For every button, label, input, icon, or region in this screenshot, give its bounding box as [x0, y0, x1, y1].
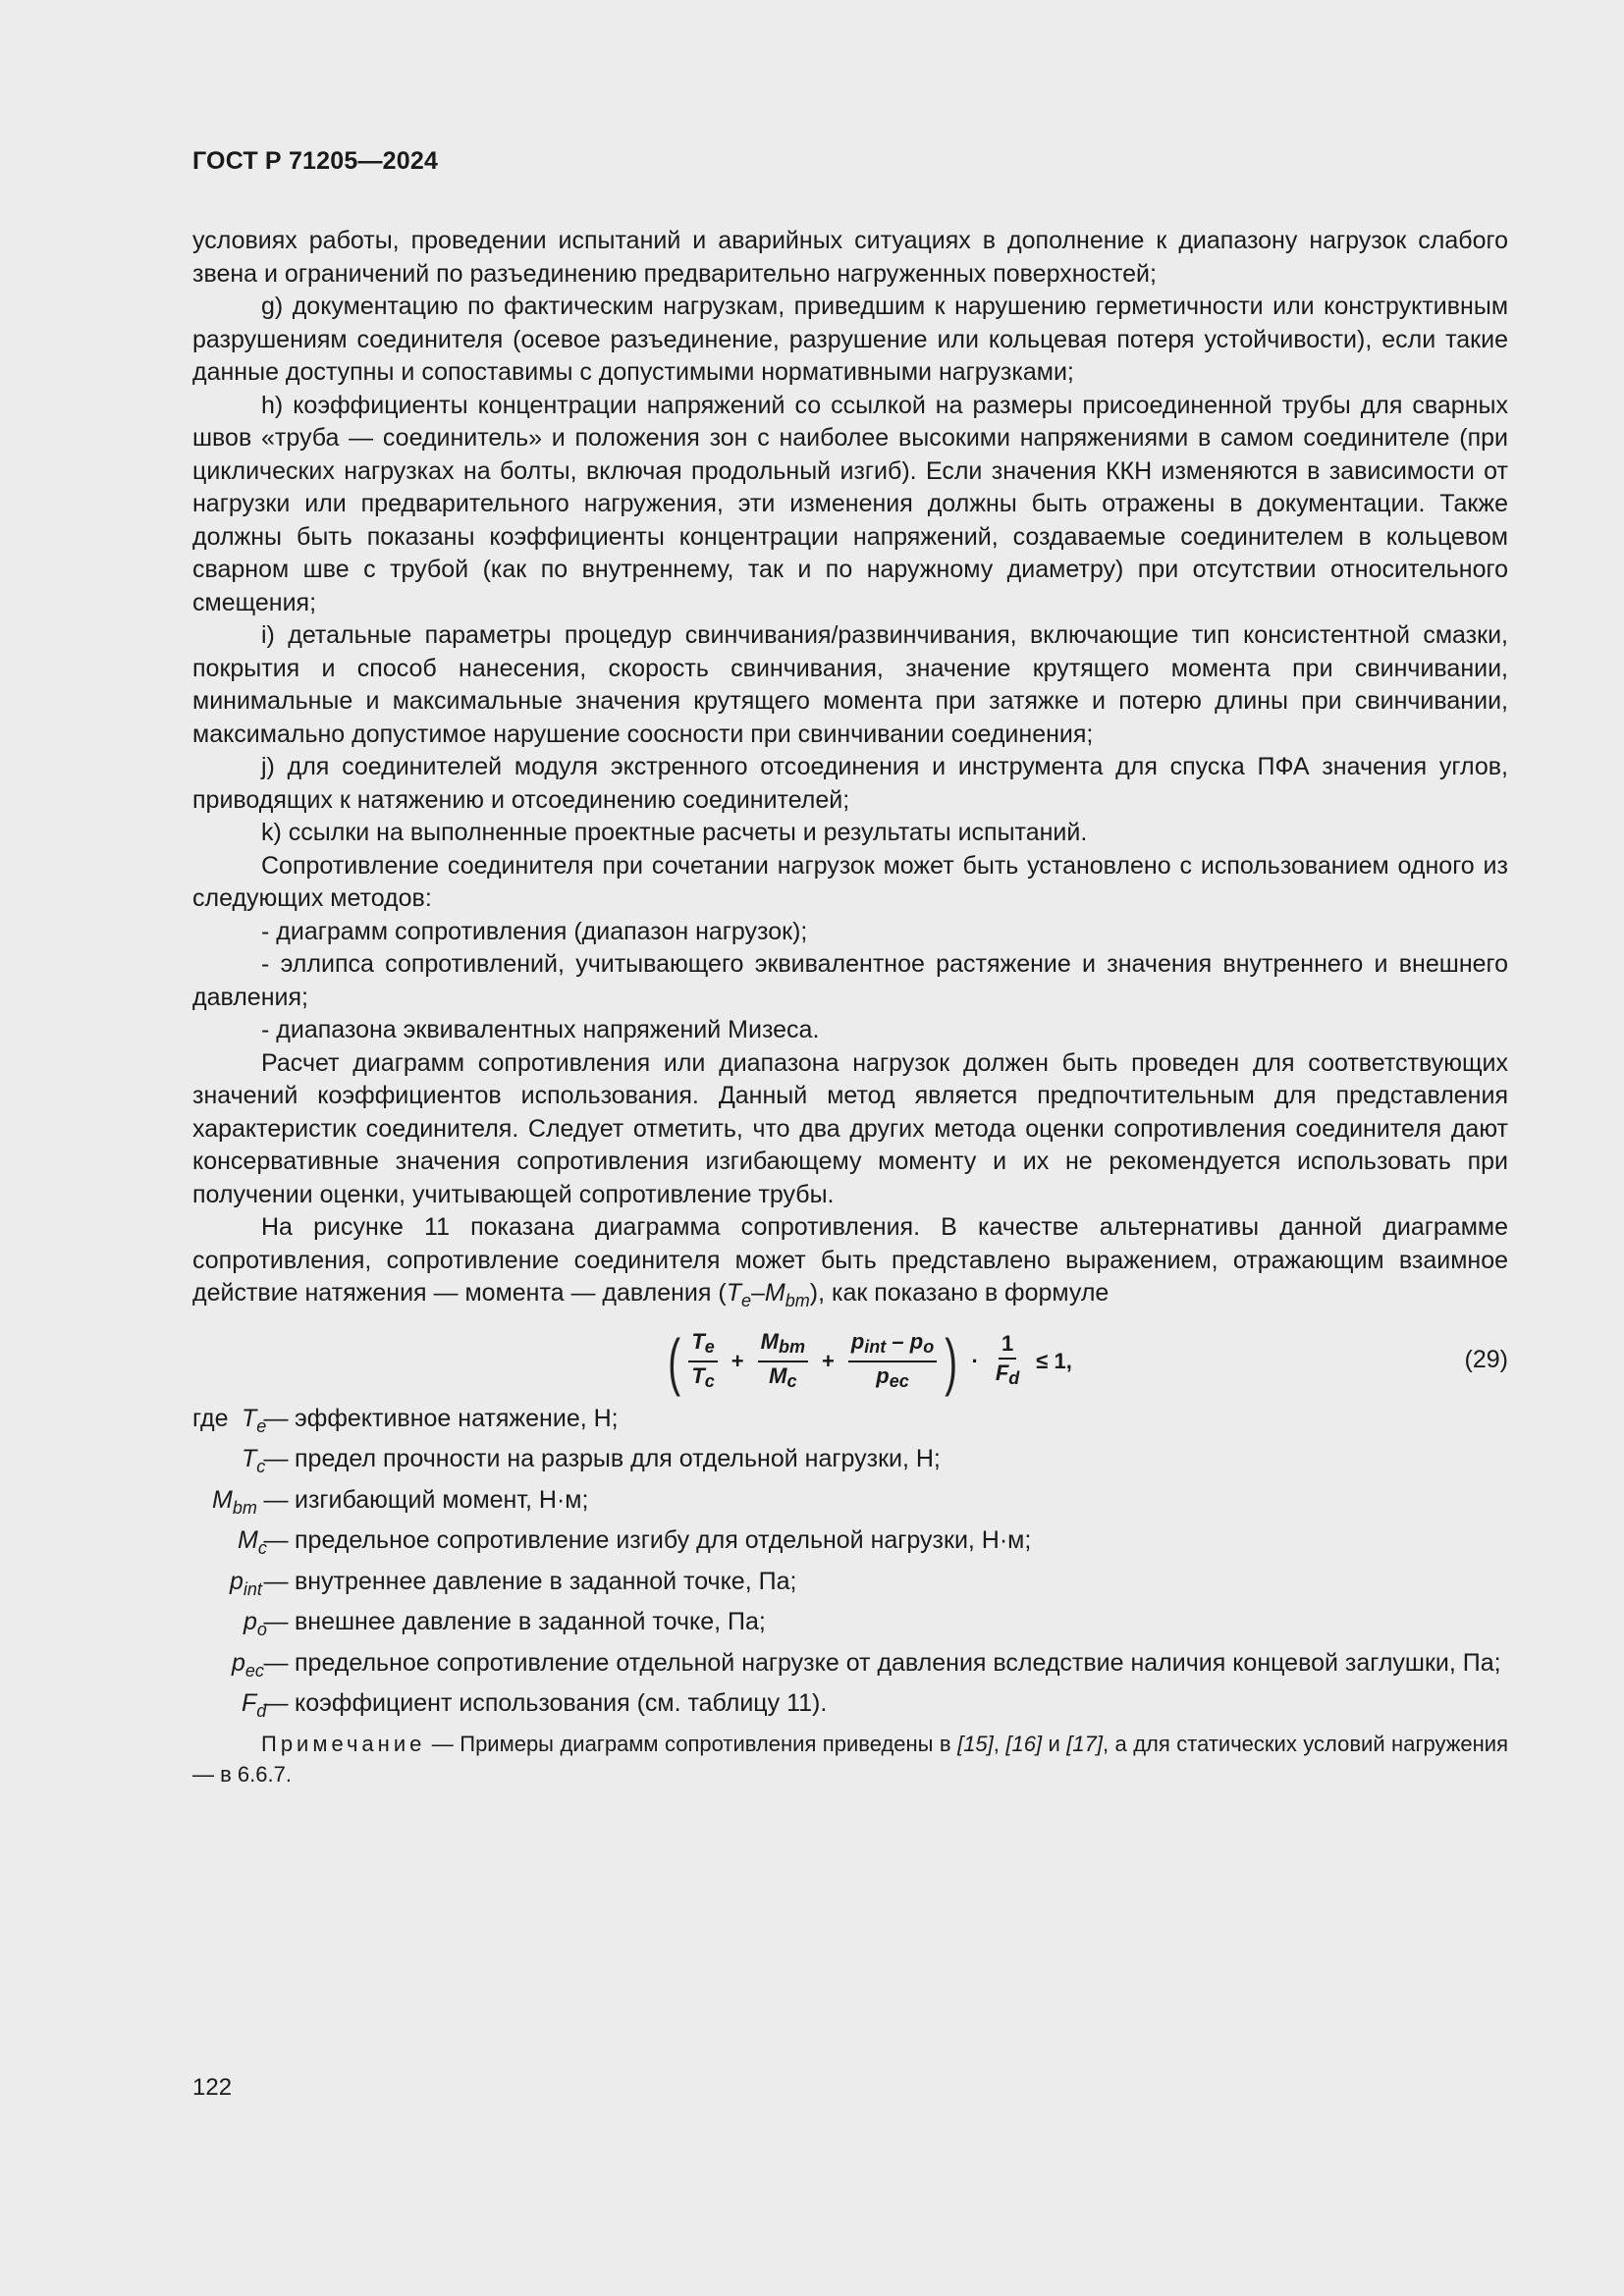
- paragraph-figure-reference: [192, 1211, 1508, 1318]
- paragraph-text: На рисунке 11 показана диаграмма сопротивления. В качестве альтернативы данной диаграмме сопротивления, сопротивление соединителя может быть представлено выражением, отражающим взаимное действие натяжения — момента — давления (: [192, 1213, 1508, 1307]
- note-separator: и: [1042, 1731, 1067, 1756]
- list-item-i: i) детальные параметры процедур свинчивания/развинчивания, включающие тип консистентной смазки, покрытия и способ нанесения, скорость свинчивания, значение крутящего момента при свинчивании, минимальные и максимальные значения крутящего момента при затяжке и потерю длины при свинчивании, максимально допустимое нарушение соосности при свинчивании соединения;: [192, 621, 1508, 748]
- legend-lead-word: где: [192, 1404, 229, 1432]
- fraction-utilization: [993, 1332, 1022, 1390]
- bullet-item: - диаграмм сопротивления (диапазон нагрузок);: [261, 917, 808, 945]
- symbol: p: [230, 1567, 244, 1595]
- legend-description: предельное сопротивление отдельной нагрузке от давления вследствие наличия концевой заглушки, Па;: [295, 1648, 1501, 1677]
- symbol: M: [769, 1362, 787, 1388]
- list-item-k: k) ссылки на выполненные проектные расчеты и результаты испытаний.: [261, 819, 1088, 846]
- legend-dash: —: [263, 1485, 289, 1514]
- legend-dash: —: [263, 1689, 289, 1717]
- symbol-subscript: e: [704, 1336, 715, 1357]
- list-item-g: g) документацию по фактическим нагрузкам, приведшим к нарушению герметичности или конструктивным разрушениям соединителя (осевое разъединение, разрушение или кольцевая потеря устойчивости), если такие данные доступны и сопоставимы с допустимыми нормативными нагрузками;: [192, 293, 1508, 386]
- symbol-subscript: e: [256, 1415, 267, 1436]
- legend-row: [192, 1524, 1508, 1566]
- symbol-subscript: bm: [785, 1291, 810, 1310]
- legend-description: предельное сопротивление изгибу для отдельной нагрузки, Н·м;: [295, 1526, 1032, 1554]
- inequality: ≤ 1,: [1036, 1348, 1072, 1373]
- legend-row: [192, 1403, 1508, 1444]
- document-code-header: ГОСТ Р 71205—2024: [192, 147, 439, 175]
- symbol: F: [995, 1361, 1009, 1385]
- paragraph-methods: Сопротивление соединителя при сочетании нагрузок может быть установлено с использованием одного из следующих методов:: [192, 851, 1508, 912]
- symbol-subscript: c: [786, 1370, 797, 1391]
- symbol-subscript: int: [243, 1578, 262, 1599]
- symbol: F: [242, 1689, 257, 1717]
- symbol-subscript: e: [740, 1291, 751, 1310]
- symbol-subscript: ec: [244, 1660, 264, 1681]
- symbol-subscript: d: [256, 1701, 267, 1721]
- numeral: 1: [1001, 1331, 1014, 1356]
- legend-row: [192, 1647, 1508, 1688]
- fraction-moment: [758, 1330, 808, 1393]
- legend-description: коэффициент использования (см. таблицу 11).: [295, 1689, 828, 1717]
- symbol: T: [726, 1279, 741, 1307]
- legend-row: [192, 1606, 1508, 1647]
- symbol: T: [691, 1328, 705, 1354]
- document-body: [192, 225, 1508, 1789]
- legend-dash: —: [263, 1445, 289, 1472]
- bibliography-reference: [15]: [957, 1731, 994, 1756]
- plus-sign: +: [821, 1348, 835, 1373]
- formula-29: [192, 1324, 1508, 1399]
- legend-row: [192, 1687, 1508, 1729]
- formula-expression: [664, 1325, 1082, 1397]
- symbol-subscript: c: [256, 1457, 266, 1476]
- symbol: T: [242, 1445, 257, 1472]
- minus-sign: –: [886, 1328, 910, 1354]
- legend-description: внешнее давление в заданной точке, Па;: [295, 1608, 766, 1635]
- multiply-dot: ·: [971, 1348, 979, 1373]
- symbol: T: [691, 1362, 705, 1388]
- legend-row: [192, 1484, 1508, 1525]
- symbol-subscript: bm: [778, 1336, 805, 1357]
- list-item-j: j) для соединителей модуля экстренного отсоединения и инструмента для спуска ПФА значения углов, приводящих к натяжению и отсоединению соединителей;: [192, 753, 1508, 814]
- symbol-subscript: bm: [232, 1497, 257, 1518]
- paragraph-continuation: условиях работы, проведении испытаний и аварийных ситуациях в дополнение к диапазону нагрузок слабого звена и ограничений по разъединению предварительно нагруженных поверхностей;: [192, 227, 1508, 288]
- legend-row: [192, 1566, 1508, 1607]
- symbol-subscript: o: [256, 1620, 267, 1639]
- fraction-pressure: [848, 1330, 937, 1393]
- bibliography-reference: [17]: [1066, 1731, 1103, 1756]
- right-parenthesis: ): [945, 1325, 958, 1397]
- fraction-tension: [688, 1330, 717, 1393]
- symbol-subscript: d: [1008, 1368, 1020, 1388]
- symbol: M: [212, 1485, 233, 1514]
- list-item-h: h) коэффициенты концентрации напряжений со ссылкой на размеры присоединенной трубы для сварных швов «труба — соединитель» и положения зон с наиболее высокими напряжениями в самом соединителе (при циклических нагрузках на болты, включая продольный изгиб). Если значения ККН изменяются в зависимости от нагрузки или предварительного нагружения, эти изменения должны быть отражены в документации. Также должны быть показаны коэффициенты концентрации напряжений, создаваемые соединителем в кольцевом сварном шве с трубой (как по внутреннему, так и по наружному диаметру) при отсутствии относительного смещения;: [192, 391, 1508, 616]
- symbol: p: [244, 1608, 257, 1635]
- note-label: Примечание: [261, 1731, 426, 1756]
- page-number: 122: [192, 2074, 233, 2101]
- legend-dash: —: [263, 1608, 289, 1635]
- symbol-subscript: o: [923, 1336, 935, 1357]
- symbol-subscript: c: [704, 1370, 715, 1391]
- note-text: Примеры диаграмм сопротивления приведены в: [460, 1731, 958, 1756]
- equation-number: (29): [1464, 1345, 1508, 1373]
- symbol: M: [238, 1526, 258, 1554]
- symbol: p: [850, 1328, 865, 1354]
- symbol: M: [764, 1279, 785, 1307]
- legend-row: [192, 1443, 1508, 1484]
- left-parenthesis: (: [668, 1325, 681, 1397]
- symbol: p: [232, 1648, 245, 1677]
- note-separator: ,: [993, 1731, 1006, 1756]
- plus-sign: +: [731, 1348, 744, 1373]
- legend-dash: —: [263, 1404, 289, 1432]
- legend-dash: —: [263, 1526, 289, 1554]
- bibliography-reference: [16]: [1005, 1731, 1043, 1756]
- note-text: , а для статических условий нагружения — в 6.6.7.: [192, 1731, 1509, 1787]
- paragraph-text: ), как показано в формуле: [809, 1279, 1110, 1307]
- note-dash: —: [425, 1731, 460, 1756]
- symbol: p: [909, 1328, 924, 1354]
- symbol-subscript: int: [864, 1336, 887, 1357]
- symbol: T: [242, 1404, 257, 1432]
- legend-description: предел прочности на разрыв для отдельной нагрузки, Н;: [295, 1445, 941, 1472]
- symbol: p: [876, 1362, 890, 1388]
- legend-description: эффективное натяжение, Н;: [295, 1404, 619, 1432]
- symbol-legend: [192, 1403, 1508, 1729]
- note: [192, 1729, 1508, 1789]
- paragraph-calculation: Расчет диаграмм сопротивления или диапазона нагрузок должен быть проведен для соответствующих значений коэффициентов использования. Данный метод является предпочтительным для представления характеристик соединителя. Следует отметить, что два других метода оценки сопротивления соединителя дают консервативные значения сопротивления изгибающему моменту и их не рекомендуется использовать при получении оценки, учитывающей сопротивление трубы.: [192, 1048, 1508, 1208]
- symbol-subscript: c: [257, 1538, 267, 1558]
- legend-dash: —: [263, 1567, 289, 1595]
- en-dash: –: [751, 1279, 765, 1307]
- symbol-subscript: ec: [889, 1370, 909, 1391]
- bullet-item: - эллипса сопротивлений, учитывающего эквивалентное растяжение и значения внутреннего и внешнего давления;: [192, 950, 1508, 1011]
- symbol: M: [760, 1328, 779, 1354]
- legend-description: внутреннее давление в заданной точке, Па;: [295, 1567, 797, 1595]
- bullet-item: - диапазона эквивалентных напряжений Мизеса.: [261, 1016, 820, 1043]
- legend-dash: —: [263, 1648, 289, 1677]
- legend-description: изгибающий момент, Н·м;: [295, 1485, 589, 1514]
